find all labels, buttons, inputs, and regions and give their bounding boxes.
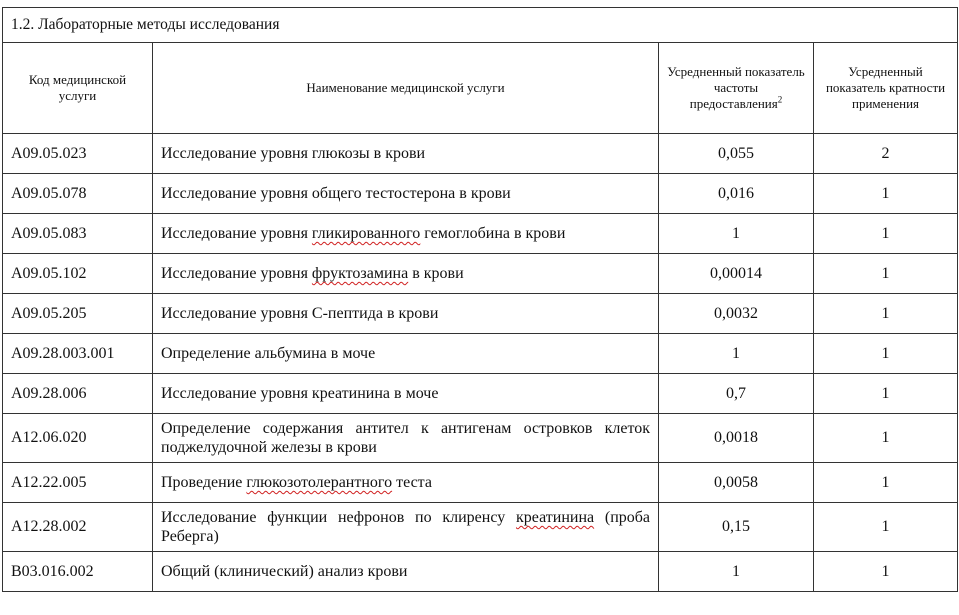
- name-text: в крови: [408, 265, 464, 282]
- service-name: Исследование уровня С-пептида в крови: [153, 294, 659, 334]
- service-name: Исследование уровня общего тестостерона в крови: [153, 174, 659, 214]
- header-frequency-label: Усредненный показатель частоты предоставления: [667, 64, 805, 111]
- name-text: Исследование уровня: [161, 225, 312, 242]
- multiplicity-value: 1: [814, 374, 958, 414]
- table-row: [3, 334, 958, 374]
- spellcheck-word: гликированного: [311, 225, 421, 242]
- header-code: Код медицинской услуги: [3, 43, 153, 134]
- table-row: [3, 463, 958, 503]
- spellcheck-word: креатинина: [516, 509, 595, 526]
- service-code: A09.05.078: [3, 174, 153, 214]
- spellcheck-word: фруктозамина: [311, 265, 409, 282]
- multiplicity-value: 1: [814, 254, 958, 294]
- frequency-value: 0,7: [659, 374, 814, 414]
- name-text: Исследование уровня: [161, 265, 312, 282]
- service-name: Определение содержания антител к антигенам островков клеток поджелудочной железы в крови: [153, 414, 659, 463]
- table-row: [3, 294, 958, 334]
- multiplicity-value: 2: [814, 134, 958, 174]
- multiplicity-value: 1: [814, 334, 958, 374]
- frequency-value: 0,00014: [659, 254, 814, 294]
- table-row: [3, 374, 958, 414]
- table-row: [3, 254, 958, 294]
- frequency-value: 0,055: [659, 134, 814, 174]
- frequency-value: 0,15: [659, 503, 814, 552]
- header-frequency: [659, 43, 814, 134]
- frequency-value: 1: [659, 214, 814, 254]
- section-title-row: [3, 8, 958, 43]
- service-code: A12.28.002: [3, 503, 153, 552]
- service-code: A12.22.005: [3, 463, 153, 503]
- header-row: [3, 43, 958, 134]
- service-name: [153, 503, 659, 552]
- multiplicity-value: 1: [814, 174, 958, 214]
- name-text: теста: [392, 474, 432, 491]
- spellcheck-word: глюкозотолерантного: [246, 474, 393, 491]
- multiplicity-value: 1: [814, 214, 958, 254]
- name-text: Исследование функции нефронов по клиренсу: [161, 509, 516, 526]
- multiplicity-value: 1: [814, 463, 958, 503]
- table-row: [3, 174, 958, 214]
- service-code: A09.05.205: [3, 294, 153, 334]
- multiplicity-value: 1: [814, 414, 958, 463]
- header-name: Наименование медицинской услуги: [153, 43, 659, 134]
- name-text: (проба Реберга): [161, 509, 650, 545]
- frequency-value: 0,0018: [659, 414, 814, 463]
- table-row: [3, 414, 958, 463]
- service-code: A09.05.023: [3, 134, 153, 174]
- section-title: 1.2. Лабораторные методы исследования: [3, 8, 958, 43]
- footnote-marker: 2: [777, 94, 783, 105]
- table-row: [3, 134, 958, 174]
- table-row: [3, 214, 958, 254]
- header-multiplicity: Усредненный показатель кратности применения: [814, 43, 958, 134]
- service-code: A09.28.006: [3, 374, 153, 414]
- frequency-value: 1: [659, 552, 814, 592]
- service-code: B03.016.002: [3, 552, 153, 592]
- multiplicity-value: 1: [814, 503, 958, 552]
- frequency-value: 0,0032: [659, 294, 814, 334]
- service-name: Определение альбумина в моче: [153, 334, 659, 374]
- service-code: A09.05.083: [3, 214, 153, 254]
- table-row: [3, 503, 958, 552]
- multiplicity-value: 1: [814, 294, 958, 334]
- service-code: A09.28.003.001: [3, 334, 153, 374]
- table-row: [3, 552, 958, 592]
- service-code: A12.06.020: [3, 414, 153, 463]
- service-code: A09.05.102: [3, 254, 153, 294]
- frequency-value: 0,016: [659, 174, 814, 214]
- service-name: Исследование уровня креатинина в моче: [153, 374, 659, 414]
- service-name: [153, 214, 659, 254]
- lab-methods-table: [2, 7, 958, 592]
- name-text: гемоглобина в крови: [420, 225, 566, 242]
- multiplicity-value: 1: [814, 552, 958, 592]
- frequency-value: 0,0058: [659, 463, 814, 503]
- service-name: Исследование уровня глюкозы в крови: [153, 134, 659, 174]
- service-name: Общий (клинический) анализ крови: [153, 552, 659, 592]
- frequency-value: 1: [659, 334, 814, 374]
- service-name: [153, 254, 659, 294]
- name-text: Проведение: [161, 474, 247, 491]
- service-name: [153, 463, 659, 503]
